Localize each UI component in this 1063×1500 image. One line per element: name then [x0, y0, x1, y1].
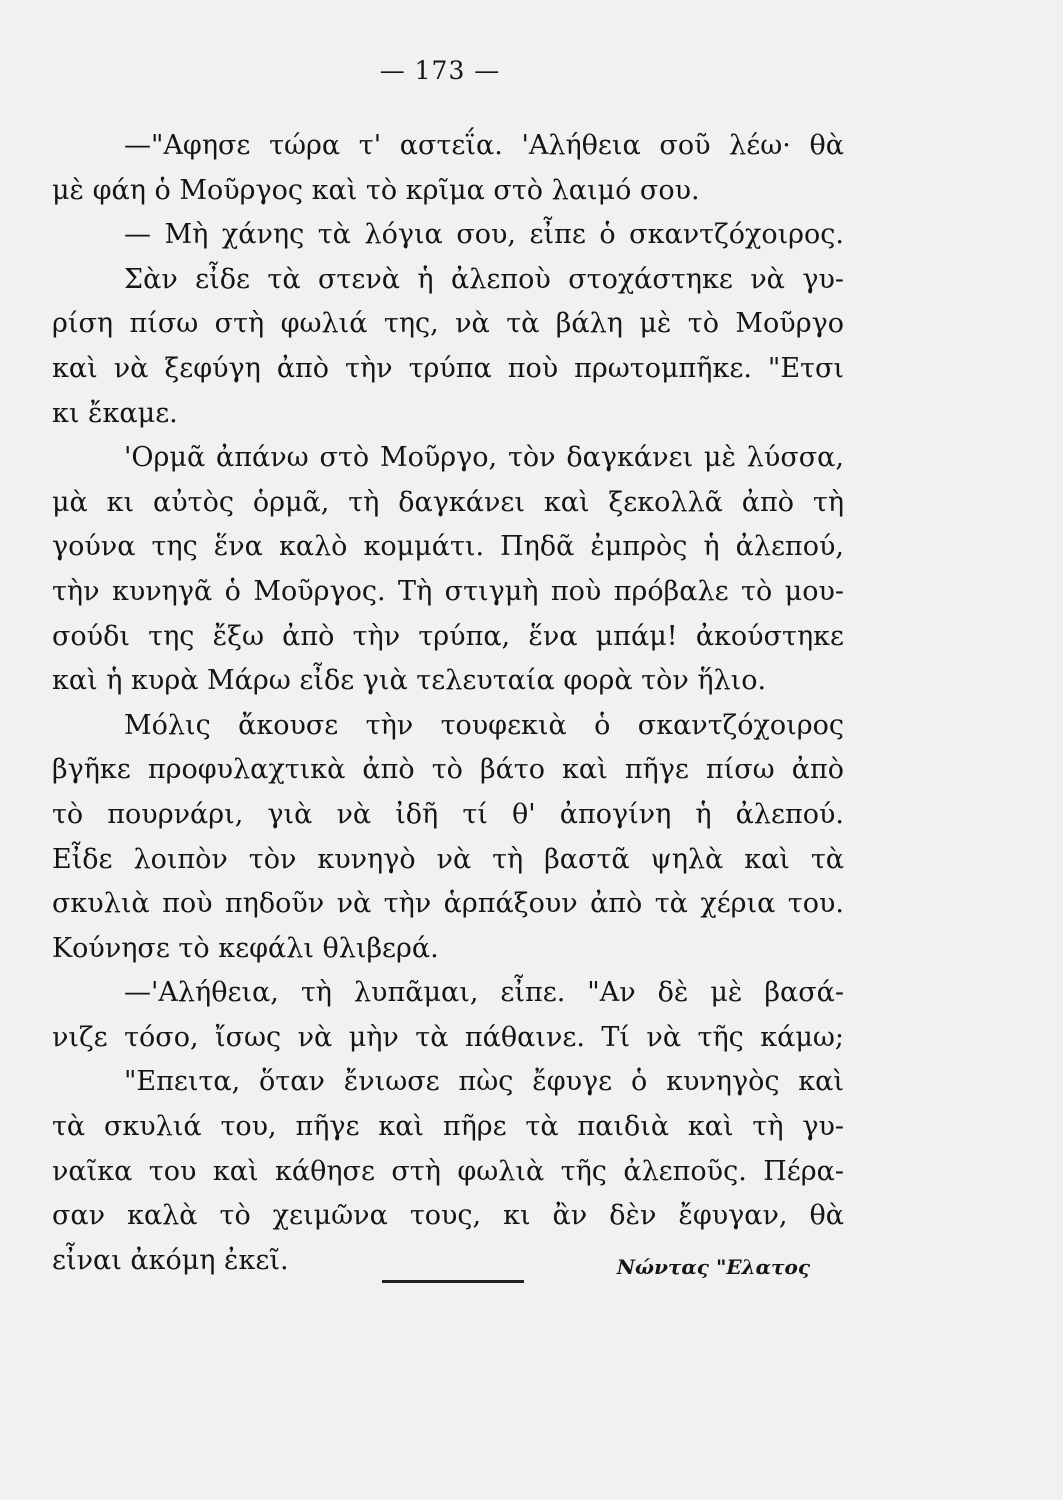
final-line-text: εἶναι ἀκόμη ἐκεῖ.: [52, 1244, 289, 1276]
text-line: γούνα της ἕνα καλὸ κομμάτι. Πηδᾶ ἐμπρὸς ἡ ἀλεπού,: [52, 531, 844, 563]
end-rule: [382, 1280, 524, 1283]
text-line: Εἶδε λοιπὸν τὸν κυνηγὸ νὰ τὴ βαστᾶ ψηλὰ καὶ τὰ: [52, 843, 844, 875]
text-line: Σὰν εἶδε τὰ στενὰ ἡ ἀλεποὺ στοχάστηκε νὰ γυ-: [124, 263, 844, 295]
author-signature: Νώντας "Ελατος: [616, 1254, 810, 1279]
text-line: τὸ πουρνάρι, γιὰ νὰ ἰδῆ τί θ' ἀπογίνη ἡ ἀλεπού.: [52, 798, 844, 830]
text-line: ναῖκα του καὶ κάθησε στὴ φωλιὰ τῆς ἀλεποῦς. Πέρα-: [52, 1155, 844, 1187]
text-line: —"Αφησε τώρα τ' αστεΐα. 'Αλήθεια σοῦ λέω· θὰ: [124, 130, 844, 161]
text-line: νιζε τόσο, ἴσως νὰ μὴν τὰ πάθαινε. Τί νὰ τῆς κάμω;: [52, 1021, 844, 1053]
text-line: σαν καλὰ τὸ χειμῶνα τους, κι ἂν δὲν ἔφυγαν, θὰ: [52, 1200, 844, 1232]
text-line: Κούνησε τὸ κεφάλι θλιβερά.: [52, 932, 439, 964]
text-line: —'Αλήθεια, τὴ λυπᾶμαι, εἶπε. "Αν δὲ μὲ βασά-: [124, 977, 844, 1009]
text-line: τὰ σκυλιά του, πῆγε καὶ πῆρε τὰ παιδιὰ καὶ τὴ γυ-: [52, 1111, 844, 1143]
text-line: 'Ορμᾶ ἀπάνω στὸ Μοῦργο, τὸν δαγκάνει μὲ λύσσα,: [124, 442, 844, 474]
page-number: — 173 —: [379, 56, 501, 85]
story-text: [52, 124, 844, 1283]
text-line: "Επειτα, ὅταν ἔνιωσε πὼς ἔφυγε ὁ κυνηγὸς καὶ: [124, 1066, 844, 1098]
text-line: τὴν κυνηγᾶ ὁ Μοῦργος. Τὴ στιγμὴ ποὺ πρόβαλε τὸ μου-: [52, 575, 844, 607]
text-line: — Μὴ χάνης τὰ λόγια σου, εἶπε ὁ σκαντζόχοιρος.: [124, 219, 844, 251]
text-line: Μόλις ἄκουσε τὴν τουφεκιὰ ὁ σκαντζόχοιρος: [124, 709, 844, 741]
text-line-final: [52, 1239, 844, 1284]
text-line: μὰ κι αὐτὸς ὁρμᾶ, τὴ δαγκάνει καὶ ξεκολλᾶ ἀπὸ τὴ: [52, 486, 844, 518]
text-line: ρίση πίσω στὴ φωλιά της, νὰ τὰ βάλη μὲ τὸ Μοῦργο: [52, 308, 844, 340]
text-line: σκυλιὰ ποὺ πηδοῦν νὰ τὴν ἁρπάξουν ἀπὸ τὰ χέρια του.: [52, 888, 844, 920]
text-line: βγῆκε προφυλαχτικὰ ἀπὸ τὸ βάτο καὶ πῆγε πίσω ἀπὸ: [52, 754, 844, 786]
text-line: καὶ νὰ ξεφύγη ἀπὸ τὴν τρύπα ποὺ πρωτομπῆκε. "Ετσι: [52, 352, 844, 384]
text-lines: [52, 124, 844, 1239]
text-line: μὲ φάη ὁ Μοῦργος καὶ τὸ κρῖμα στὸ λαιμό σου.: [52, 174, 700, 206]
text-line: καὶ ἡ κυρὰ Μάρω εἶδε γιὰ τελευταία φορὰ τὸν ἥλιο.: [52, 665, 767, 697]
text-line: κι ἔκαμε.: [52, 397, 178, 429]
text-line: σούδι της ἔξω ἀπὸ τὴν τρύπα, ἕνα μπάμ! ἀκούστηκε: [52, 620, 844, 652]
